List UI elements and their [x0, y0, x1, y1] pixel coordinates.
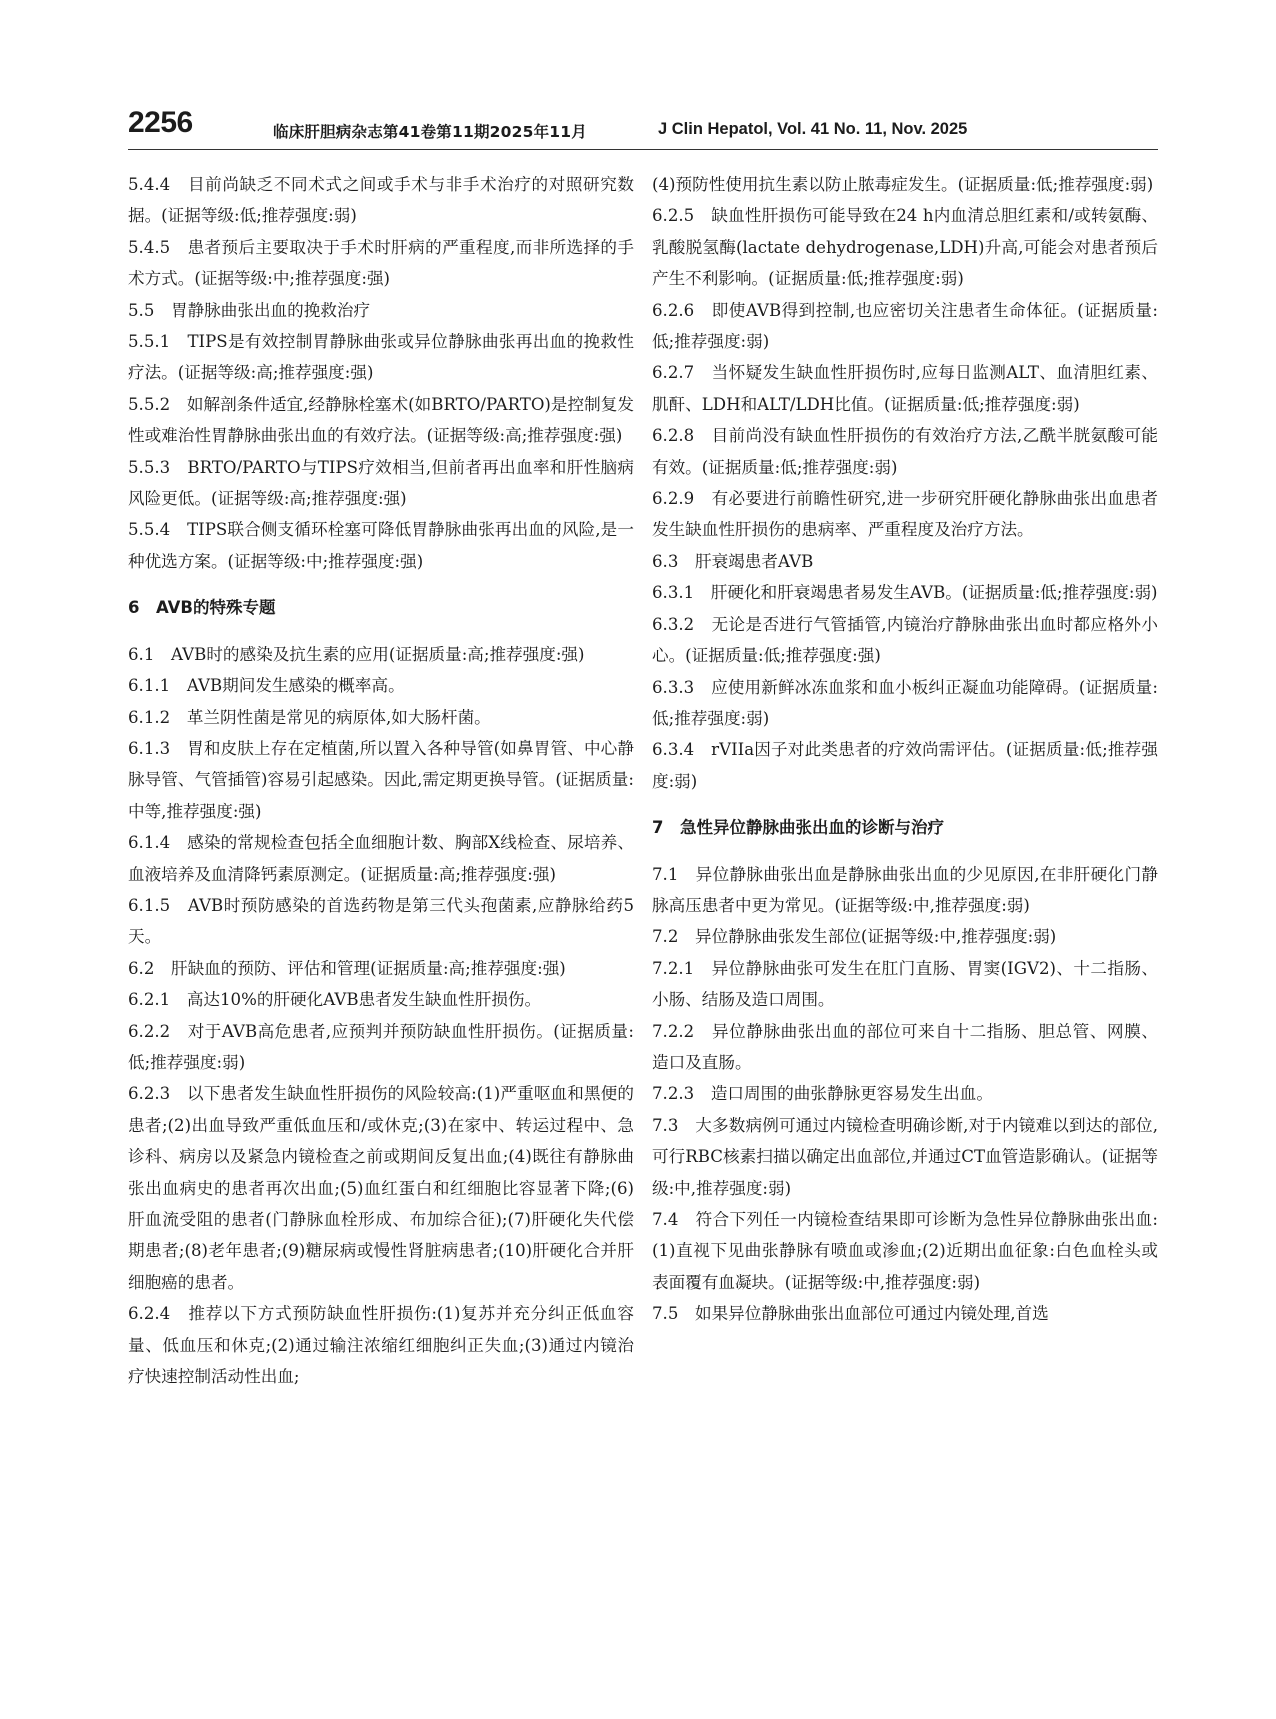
clause-6-1-1: 6.1.1 AVB期间发生感染的概率高。 — [128, 676, 405, 696]
clause-5-5-4: 5.5.4 TIPS联合侧支循环栓塞可降低胃静脉曲张再出血的风险,是一种优选方案。(证据等级:中;推荐强度:强) — [128, 520, 634, 571]
clause-6-2-4-continued: (4)预防性使用抗生素以防止脓毒症发生。(证据质量:低;推荐强度:弱) — [652, 175, 1154, 194]
clause-6-2-2: 6.2.2 对于AVB高危患者,应预判并预防缺血性肝损伤。(证据质量:低;推荐强度:弱) — [128, 1021, 634, 1072]
page-number: 2256 — [128, 106, 193, 139]
clause-7-5: 7.5 如果异位静脉曲张出血部位可通过内镜处理,首选 — [652, 1304, 1049, 1324]
journal-citation-english: J Clin Hepatol, Vol. 41 No. 11, Nov. 2025 — [658, 120, 968, 138]
right-column — [652, 169, 1158, 1330]
clause-7-2-3: 7.2.3 造口周围的曲张静脉更容易发生出血。 — [652, 1084, 993, 1104]
clause-6-3-3: 6.3.3 应使用新鲜冰冻血浆和血小板纠正凝血功能障碍。(证据质量:低;推荐强度:弱) — [652, 677, 1158, 728]
clause-6-3-4: 6.3.4 rVIIa因子对此类患者的疗效尚需评估。(证据质量:低;推荐强度:弱) — [652, 740, 1158, 791]
left-column — [128, 169, 634, 1392]
subsection-6-3-heading: 6.3 肝衰竭患者AVB — [652, 551, 814, 571]
clause-6-2-1: 6.2.1 高达10%的肝硬化AVB患者发生缺血性肝损伤。 — [128, 990, 542, 1010]
clause-7-2-2: 7.2.2 异位静脉曲张出血的部位可来自十二指肠、胆总管、网膜、造口及直肠。 — [652, 1021, 1158, 1072]
clause-7-1: 7.1 异位静脉曲张出血是静脉曲张出血的少见原因,在非肝硬化门静脉高压患者中更为常见。(证据等级:中,推荐强度:弱) — [652, 864, 1158, 915]
clause-6-2-3: 6.2.3 以下患者发生缺血性肝损伤的风险较高:(1)严重呕血和黑便的患者;(2)出血导致严重低血压和/或休克;(3)在家中、转运过程中、急诊科、病房以及紧急内镜检查之前或期间反复出血;(4)既往有静脉曲张出血病史的患者再次出血;(5)血红蛋白和红细胞比容显著下降;(6)肝血流受阻的患者(门静脉血栓形成、布加综合征);(7)肝硬化失代偿期患者;(8)老年患者;(9)糖尿病或慢性肾脏病患者;(10)肝硬化合并肝细胞癌的患者。 — [128, 1084, 634, 1292]
clause-7-3: 7.3 大多数病例可通过内镜检查明确诊断,对于内镜难以到达的部位,可行RBC核素扫描以确定出血部位,并通过CT血管造影确认。(证据等级:中,推荐强度:弱) — [652, 1115, 1158, 1198]
subsection-6-1-heading: 6.1 AVB时的感染及抗生素的应用(证据质量:高;推荐强度:强) — [128, 644, 585, 664]
clause-7-4: 7.4 符合下列任一内镜检查结果即可诊断为急性异位静脉曲张出血:(1)直视下见曲张静脉有喷血或渗血;(2)近期出血征象:白色血栓头或表面覆有血凝块。(证据等级:中,推荐强度:弱) — [652, 1210, 1158, 1292]
clause-6-3-2: 6.3.2 无论是否进行气管插管,内镜治疗静脉曲张出血时都应格外小心。(证据质量:低;推荐强度:强) — [652, 614, 1158, 666]
journal-citation-chinese: 临床肝胆病杂志第41卷第11期2025年11月 — [273, 123, 587, 141]
clause-6-1-4: 6.1.4 感染的常规检查包括全血细胞计数、胸部X线检查、尿培养、血液培养及血清降钙素原测定。(证据质量:高;推荐强度:强) — [128, 833, 634, 884]
subsection-5-5-heading: 5.5 胃静脉曲张出血的挽救治疗 — [128, 300, 371, 320]
clause-6-3-1: 6.3.1 肝硬化和肝衰竭患者易发生AVB。(证据质量:低;推荐强度:弱) — [652, 583, 1158, 603]
clause-6-2-5: 6.2.5 缺血性肝损伤可能导致在24 h内血清总胆红素和/或转氨酶、乳酸脱氢酶(lactate dehydrogenase,LDH)升高,可能会对患者预后产生不利影响。(证据质量:低;推荐强度:弱) — [652, 206, 1158, 289]
clause-5-5-3: 5.5.3 BRTO/PARTO与TIPS疗效相当,但前者再出血率和肝性脑病风险更低。(证据等级:高;推荐强度:强) — [128, 457, 634, 509]
clause-6-2-4: 6.2.4 推荐以下方式预防缺血性肝损伤:(1)复苏并充分纠正低血容量、低血压和休克;(2)通过输注浓缩红细胞纠正失血;(3)通过内镜治疗快速控制活动性出血; — [128, 1304, 634, 1387]
clause-5-4-4: 5.4.4 目前尚缺乏不同术式之间或手术与非手术治疗的对照研究数据。(证据等级:低;推荐强度:弱) — [128, 175, 634, 226]
clause-6-1-3: 6.1.3 胃和皮肤上存在定植菌,所以置入各种导管(如鼻胃管、中心静脉导管、气管插管)容易引起感染。因此,需定期更换导管。(证据质量:中等,推荐强度:强) — [128, 738, 634, 821]
clause-7-2: 7.2 异位静脉曲张发生部位(证据等级:中,推荐强度:弱) — [652, 927, 1057, 947]
clause-5-5-1: 5.5.1 TIPS是有效控制胃静脉曲张或异位静脉曲张再出血的挽救性疗法。(证据等级:高;推荐强度:强) — [128, 332, 634, 383]
clause-6-2-7: 6.2.7 当怀疑发生缺血性肝损伤时,应每日监测ALT、血清胆红素、肌酐、LDH和ALT/LDH比值。(证据质量:低;推荐强度:弱) — [652, 363, 1158, 414]
clause-7-2-1: 7.2.1 异位静脉曲张可发生在肛门直肠、胃窦(IGV2)、十二指肠、小肠、结肠及造口周围。 — [652, 958, 1158, 1010]
clause-5-4-5: 5.4.5 患者预后主要取决于手术时肝病的严重程度,而非所选择的手术方式。(证据等级:中;推荐强度:强) — [128, 237, 634, 289]
section-7-heading: 7 急性异位静脉曲张出血的诊断与治疗 — [652, 818, 944, 838]
section-6-heading: 6 AVB的特殊专题 — [128, 598, 276, 618]
clause-6-2-8: 6.2.8 目前尚没有缺血性肝损伤的有效治疗方法,乙酰半胱氨酸可能有效。(证据质量:低;推荐强度:弱) — [652, 426, 1158, 477]
clause-6-1-5: 6.1.5 AVB时预防感染的首选药物是第三代头孢菌素,应静脉给药5天。 — [128, 895, 634, 947]
header-divider — [128, 149, 1158, 150]
clause-6-2-9: 6.2.9 有必要进行前瞻性研究,进一步研究肝硬化静脉曲张出血患者发生缺血性肝损伤的患病率、严重程度及治疗方法。 — [652, 489, 1158, 540]
clause-6-2-6: 6.2.6 即使AVB得到控制,也应密切关注患者生命体征。(证据质量:低;推荐强度:弱) — [652, 300, 1158, 352]
running-header — [128, 102, 1158, 150]
clause-5-5-2: 5.5.2 如解剖条件适宜,经静脉栓塞术(如BRTO/PARTO)是控制复发性或难治性胃静脉曲张出血的有效疗法。(证据等级:高;推荐强度:强) — [128, 394, 634, 446]
subsection-6-2-heading: 6.2 肝缺血的预防、评估和管理(证据质量:高;推荐强度:强) — [128, 958, 566, 978]
clause-6-1-2: 6.1.2 革兰阴性菌是常见的病原体,如大肠杆菌。 — [128, 707, 491, 727]
